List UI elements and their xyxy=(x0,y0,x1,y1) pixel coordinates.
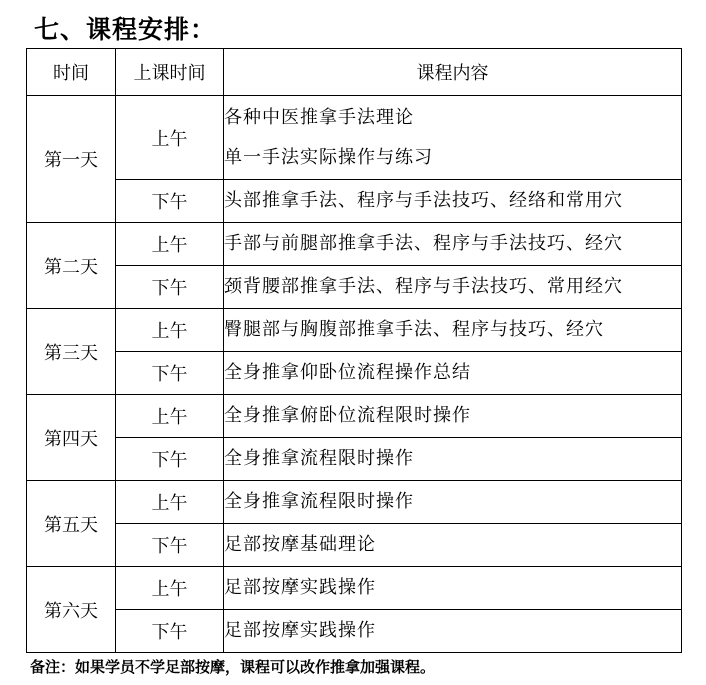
course-content xyxy=(224,266,682,309)
content-line: 单一手法实际操作与练习 xyxy=(224,146,433,168)
course-content xyxy=(224,567,682,610)
content-line: 全身推拿流程限时操作 xyxy=(224,448,414,469)
session-slot: 下午 xyxy=(116,438,224,481)
content-line: 足部按摩实践操作 xyxy=(224,620,376,641)
table-row xyxy=(27,481,682,524)
session-slot: 下午 xyxy=(116,610,224,653)
course-content xyxy=(224,610,682,653)
session-slot: 下午 xyxy=(116,352,224,395)
table-row xyxy=(27,352,682,395)
header-course-content: 课程内容 xyxy=(224,49,682,96)
course-content xyxy=(224,438,682,481)
header-time: 时间 xyxy=(27,49,116,96)
course-content xyxy=(224,481,682,524)
session-slot: 下午 xyxy=(116,524,224,567)
session-slot: 上午 xyxy=(116,395,224,438)
session-slot: 上午 xyxy=(116,567,224,610)
course-content xyxy=(224,180,682,223)
content-line: 手部与前腿部推拿手法、程序与手法技巧、经穴 xyxy=(224,233,623,254)
content-line: 全身推拿仰卧位流程操作总结 xyxy=(224,362,471,383)
content-line: 足部按摩实践操作 xyxy=(224,577,376,598)
table-row xyxy=(27,96,682,180)
schedule-body xyxy=(27,96,682,653)
table-row xyxy=(27,395,682,438)
content-line: 各种中医推拿手法理论 xyxy=(224,106,414,128)
table-row xyxy=(27,266,682,309)
course-content xyxy=(224,96,682,180)
section-title: 七、课程安排： xyxy=(34,15,217,44)
course-schedule-table xyxy=(26,48,682,653)
table-row xyxy=(27,180,682,223)
session-slot: 上午 xyxy=(116,309,224,352)
day-label: 第五天 xyxy=(27,481,116,567)
header-class-time: 上课时间 xyxy=(116,49,224,96)
table-row xyxy=(27,438,682,481)
table-row xyxy=(27,223,682,266)
content-line: 头部推拿手法、程序与手法技巧、经络和常用穴 xyxy=(224,190,623,211)
day-label: 第四天 xyxy=(27,395,116,481)
footnote: 备注：如果学员不学足部按摩，课程可以改作推拿加强课程。 xyxy=(30,658,436,676)
content-line: 全身推拿俯卧位流程限时操作 xyxy=(224,405,471,426)
session-slot: 下午 xyxy=(116,266,224,309)
day-label: 第六天 xyxy=(27,567,116,653)
course-content xyxy=(224,524,682,567)
course-content xyxy=(224,352,682,395)
table-row xyxy=(27,309,682,352)
course-content xyxy=(224,309,682,352)
session-slot: 上午 xyxy=(116,481,224,524)
session-slot: 上午 xyxy=(116,223,224,266)
course-content xyxy=(224,223,682,266)
header-row xyxy=(27,49,682,96)
content-line: 颈背腰部推拿手法、程序与手法技巧、常用经穴 xyxy=(224,276,623,297)
table-row xyxy=(27,610,682,653)
session-slot: 上午 xyxy=(116,96,224,180)
content-line: 足部按摩基础理论 xyxy=(224,534,376,555)
session-slot: 下午 xyxy=(116,180,224,223)
course-content xyxy=(224,395,682,438)
day-label: 第二天 xyxy=(27,223,116,309)
table-row xyxy=(27,567,682,610)
day-label: 第三天 xyxy=(27,309,116,395)
content-line: 全身推拿流程限时操作 xyxy=(224,491,414,512)
table-row xyxy=(27,524,682,567)
content-line: 臀腿部与胸腹部推拿手法、程序与技巧、经穴 xyxy=(224,319,604,340)
day-label: 第一天 xyxy=(27,96,116,223)
